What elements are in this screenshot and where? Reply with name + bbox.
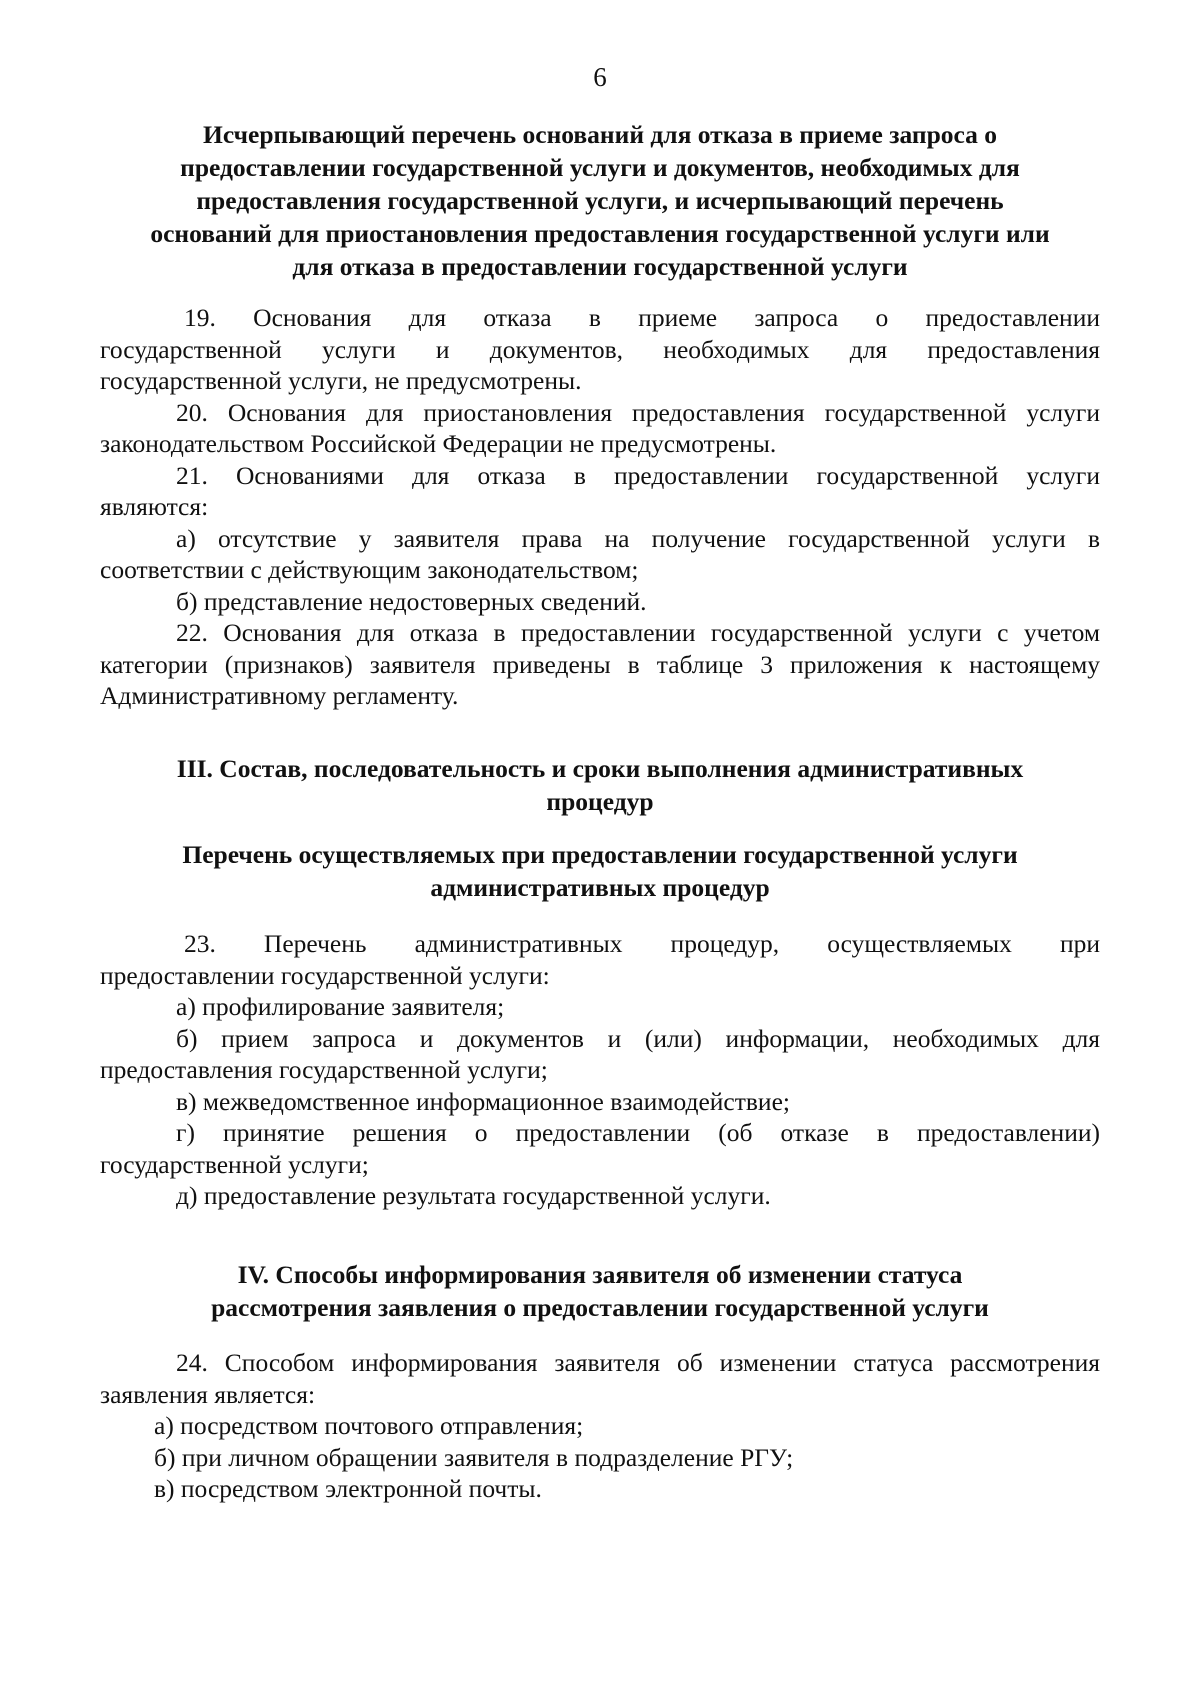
heading-line: рассмотрения заявления о предоставлении государственной услуги — [211, 1293, 989, 1322]
text-line: категории (признаков) заявителя приведены в таблице 3 приложения к настоящему — [100, 649, 1100, 679]
text-line: 20. Основания для приостановления предоставления государственной услуги — [176, 397, 1100, 427]
text-line: заявления является: — [100, 1379, 316, 1409]
text-line: а) посредством почтового отправления; — [154, 1411, 584, 1440]
text-line: 19. Основания для отказа в приеме запроса о предоставлении — [184, 303, 1100, 332]
text-line: являются: — [100, 492, 209, 521]
text-line: законодательством Российской Федерации не предусмотрены. — [100, 429, 777, 458]
heading-line: III. Состав, последовательность и сроки выполнения административных — [176, 754, 1024, 783]
text-line: в) посредством электронной почты. — [154, 1474, 542, 1503]
section-heading-iii — [100, 752, 1100, 818]
text-line: в) межведомственное информационное взаимодействие; — [176, 1086, 790, 1116]
text-line: а) отсутствие у заявителя права на получение государственной услуги в — [176, 523, 1100, 553]
text-line: 24. Способом информирования заявителя об изменении статуса рассмотрения — [176, 1348, 1100, 1377]
heading-line: Исчерпывающий перечень оснований для отказа в приеме запроса о — [202, 120, 998, 149]
text-line: б) прием запроса и документов и (или) информации, необходимых для — [176, 1023, 1100, 1053]
text-line: государственной услуги; — [100, 1149, 369, 1179]
text-line: д) предоставление результата государственной услуги. — [176, 1181, 771, 1210]
text-line: Административному регламенту. — [100, 681, 459, 710]
section-heading-iv — [100, 1258, 1100, 1324]
page-number: 6 — [593, 62, 607, 92]
heading-line: административных процедур — [430, 873, 770, 902]
text-line: г) принятие решения о предоставлении (об отказе в предоставлении) — [176, 1118, 1100, 1147]
heading-line: процедур — [546, 787, 654, 816]
text-line: 21. Основаниями для отказа в предоставлении государственной услуги — [176, 460, 1100, 490]
text-line: б) при личном обращении заявителя в подразделение РГУ; — [154, 1442, 794, 1472]
text-line: государственной услуги, не предусмотрены. — [100, 366, 582, 395]
section-heading-grounds-refusal — [100, 118, 1100, 283]
paragraphs-19-22 — [100, 302, 1100, 712]
text-line: б) представление недостоверных сведений. — [176, 586, 647, 616]
text-line: предоставления государственной услуги; — [100, 1055, 548, 1084]
text-line: а) профилирование заявителя; — [176, 992, 505, 1021]
heading-line: оснований для приостановления предоставления государственной услуги или — [150, 219, 1050, 248]
heading-line: предоставлении государственной услуги и документов, необходимых для — [180, 153, 1020, 182]
text-line: 23. Перечень административных процедур, осуществляемых при — [184, 929, 1100, 958]
paragraph-24 — [100, 1347, 1100, 1505]
heading-line: предоставления государственной услуги, и исчерпывающий перечень — [196, 186, 1004, 215]
heading-line: IV. Способы информирования заявителя об изменении статуса — [237, 1260, 963, 1289]
text-line: предоставлении государственной услуги: — [100, 960, 550, 990]
heading-line: Перечень осуществляемых при предоставлении государственной услуги — [182, 840, 1018, 869]
section-heading-procedures-list — [100, 838, 1100, 904]
text-line: 22. Основания для отказа в предоставлении государственной услуги с учетом — [176, 618, 1100, 647]
paragraph-23 — [100, 928, 1100, 1212]
text-line: государственной услуги и документов, необходимых для предоставления — [100, 334, 1100, 364]
heading-line: для отказа в предоставлении государственной услуги — [292, 252, 908, 281]
text-line: соответствии с действующим законодательством; — [100, 555, 639, 584]
